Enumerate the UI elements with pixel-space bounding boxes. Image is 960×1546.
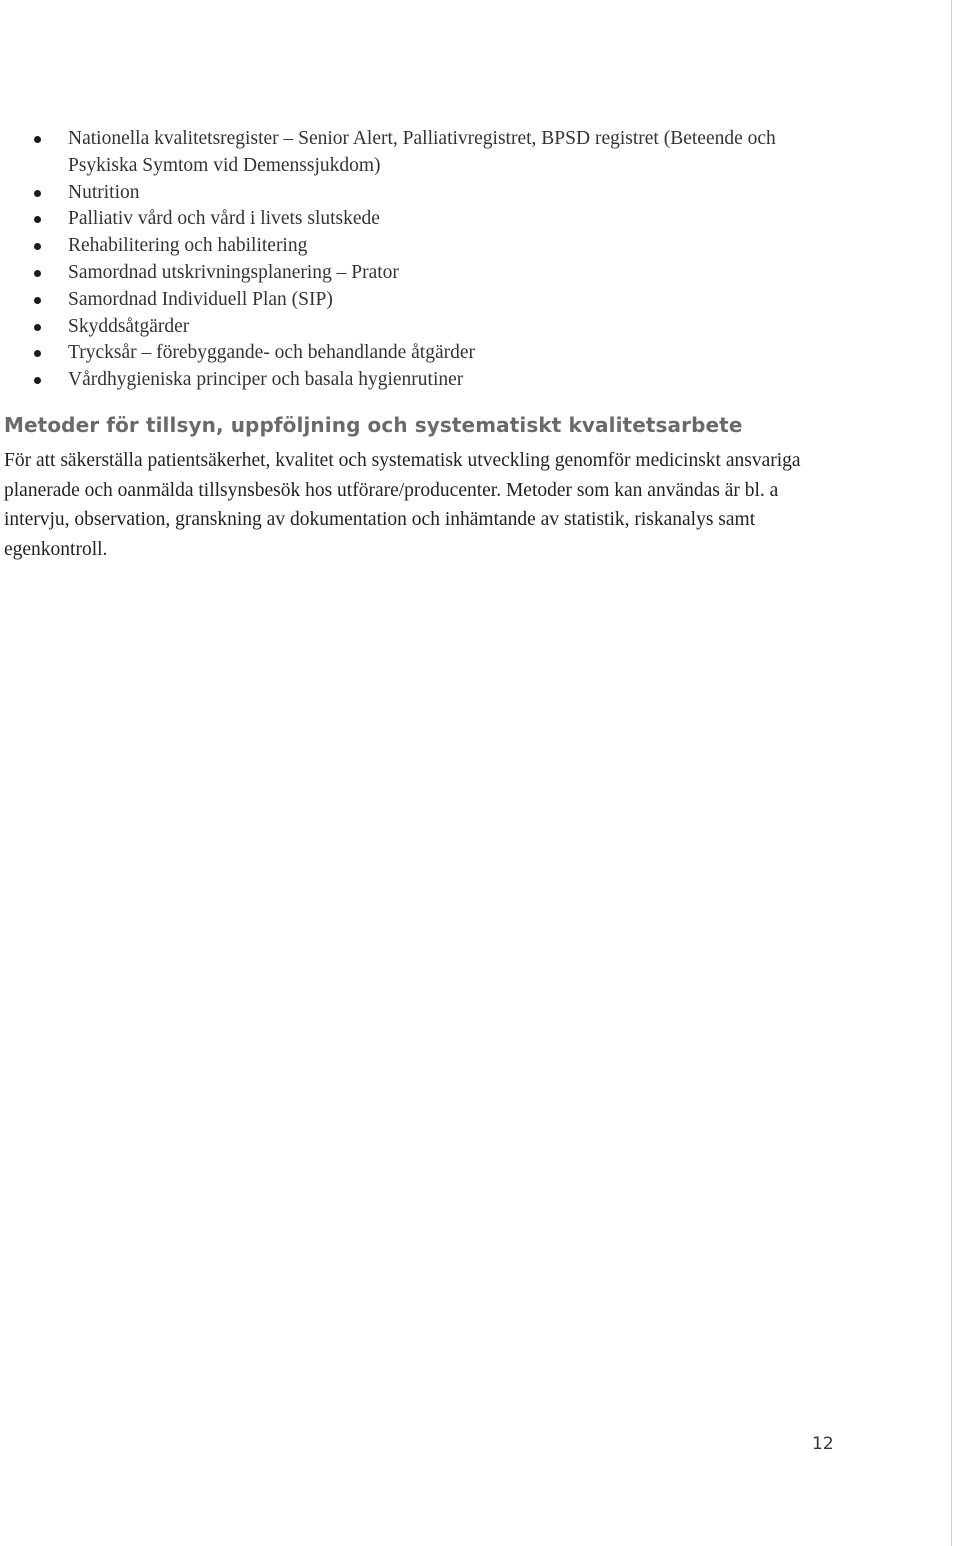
list-item-text: Palliativ vård och vård i livets slutskede xyxy=(68,208,380,230)
list-item xyxy=(34,206,834,233)
list-item-text: Vårdhygieniska principer och basala hygienrutiner xyxy=(68,369,464,391)
bullet-icon xyxy=(34,297,41,304)
bullet-icon xyxy=(34,350,41,357)
list-item xyxy=(34,287,834,314)
bullet-icon xyxy=(34,324,41,331)
list-item-text: Trycksår – förebyggande- och behandlande åtgärder xyxy=(68,342,475,364)
list-item-text: Nationella kvalitetsregister – Senior Alert, Palliativregistret, BPSD registret (Beteende och Psykiska Symtom vid Demenssjukdom) xyxy=(68,128,776,176)
page-number: 12 xyxy=(812,1434,834,1454)
bullet-icon xyxy=(34,243,41,250)
list-item-text: Samordnad Individuell Plan (SIP) xyxy=(68,288,333,310)
bullet-icon xyxy=(34,270,41,277)
list-item xyxy=(34,340,834,367)
section-heading: Metoder för tillsyn, uppföljning och systematiskt kvalitetsarbete xyxy=(4,413,743,437)
scan-edge-line xyxy=(951,0,952,1546)
bullet-icon xyxy=(34,190,41,197)
list-item xyxy=(34,126,834,180)
list-item-text: Skyddsåtgärder xyxy=(68,315,190,337)
list-item xyxy=(34,233,834,260)
list-item-text: Samordnad utskrivningsplanering – Prator xyxy=(68,261,399,283)
list-item xyxy=(34,367,834,394)
bullet-icon xyxy=(34,216,41,223)
list-item-text: Nutrition xyxy=(68,181,140,203)
bullet-icon xyxy=(34,136,41,143)
list-item xyxy=(34,314,834,341)
list-item xyxy=(34,260,834,287)
list-item xyxy=(34,180,834,207)
bullet-list xyxy=(34,126,834,394)
list-item-text: Rehabilitering och habilitering xyxy=(68,235,308,257)
bullet-icon xyxy=(34,377,41,384)
section-paragraph: För att säkerställa patientsäkerhet, kvalitet och systematisk utveckling genomför medicinskt ansvariga planerade och oanmälda tillsynsbesök hos utförare/producenter. Metoder som kan användas är bl. a intervju, observation, granskning av dokumentation och inhämtande av statistik, riskanalys samt egenkontroll. xyxy=(4,450,801,560)
